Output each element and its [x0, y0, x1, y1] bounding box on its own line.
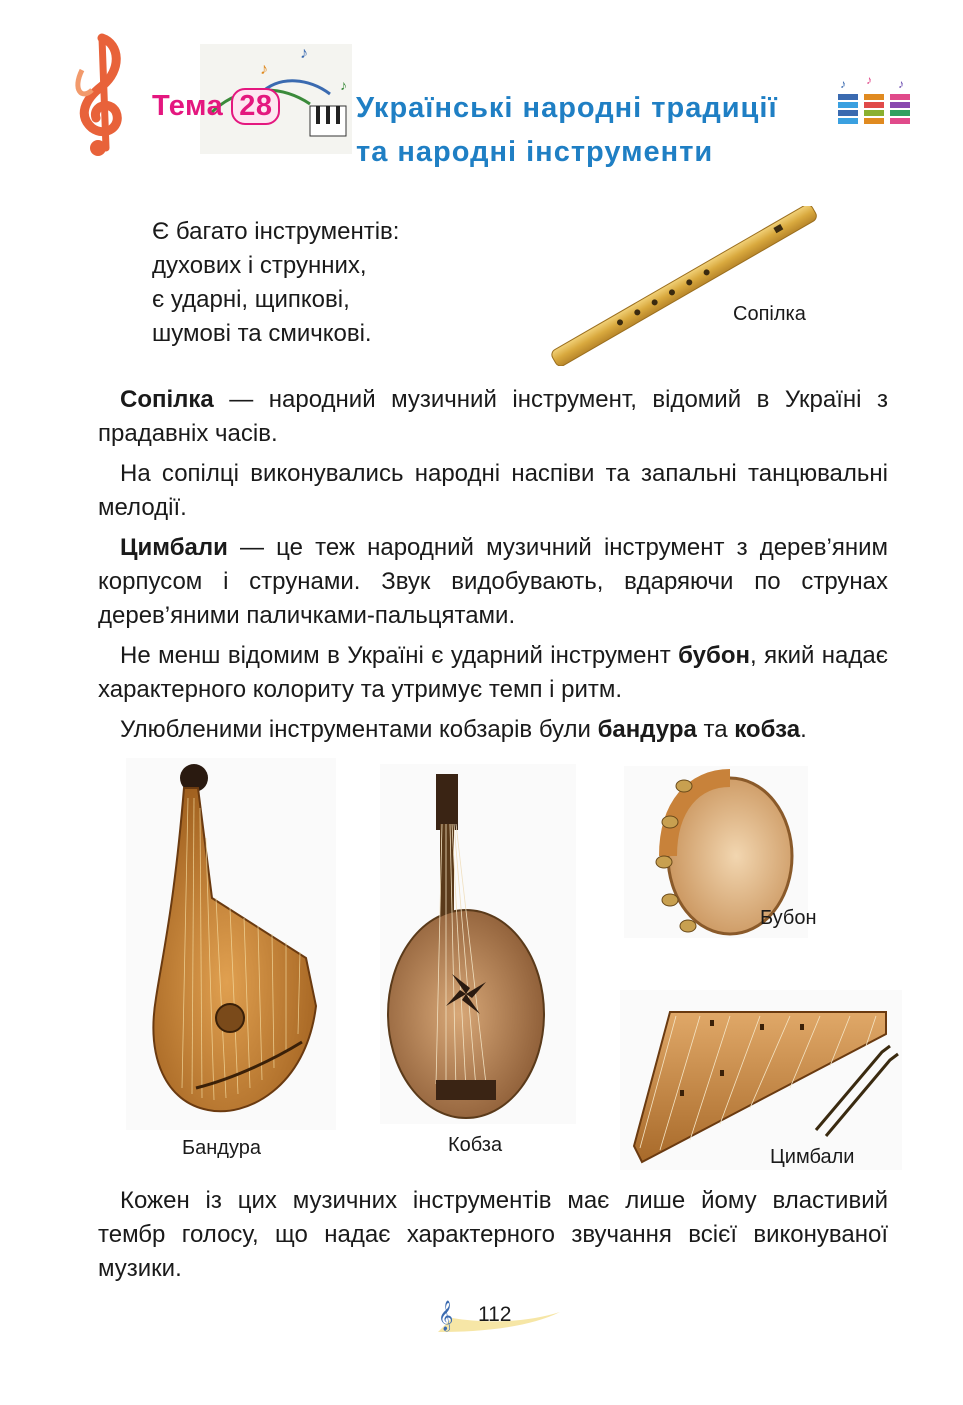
caption-bandura: Бандура — [182, 1137, 261, 1159]
term-tsymbaly: Цимбали — [120, 534, 228, 561]
paragraph-text: — народний музичний інструмент, відомий в Україні з прадавніх часів. — [98, 386, 888, 447]
term-bandura: бандура — [597, 716, 697, 743]
caption-kobza: Кобза — [448, 1134, 503, 1156]
paragraph-text: , який надає характерного колориту та утримує темп і ритм. — [98, 642, 888, 703]
sopilka-image — [540, 206, 822, 366]
paragraph-bubon — [98, 639, 888, 707]
paragraph-text: — це теж народний музичний інструмент з дерев’яним корпусом і струнами. Звук видобувають, вдаряючи по струнах дерев’яними паличками-пальцятами. — [98, 534, 888, 629]
kobza-image — [380, 764, 576, 1124]
svg-text:♪: ♪ — [340, 77, 347, 93]
paragraph-text: Улюбленими інструментами кобзарів були — [120, 716, 598, 743]
page-title-line2: та народні інструменти — [356, 136, 714, 168]
paragraph-tsymbaly — [98, 531, 888, 633]
poem-line: є ударні, щипкові, — [152, 286, 350, 313]
paragraph-text: . — [800, 716, 807, 743]
treble-clef-icon — [62, 30, 140, 160]
closing-text — [98, 1184, 888, 1286]
paragraph-sopilka-melodies: На сопілці виконувались народні наспіви та запальні танцювальні мелодії. — [98, 460, 888, 521]
intro-poem — [152, 215, 399, 351]
paragraph-sopilka — [98, 383, 888, 451]
svg-text:♪: ♪ — [898, 77, 904, 91]
paragraph-text: та — [696, 716, 735, 743]
svg-text:♪: ♪ — [260, 61, 268, 78]
topic-label — [152, 88, 280, 125]
page-number: 112 — [478, 1303, 512, 1326]
paragraph-closing: Кожен із цих музичних інструментів має лише йому властивий тембр голосу, що надає характерного звучання всієї виконуваної музики. — [98, 1187, 888, 1282]
term-sopilka: Сопілка — [120, 386, 214, 413]
poem-line: Є багато інструментів: — [152, 218, 400, 245]
bandura-image — [126, 758, 336, 1130]
caption-sopilka: Сопілка — [733, 303, 806, 325]
term-kobza: кобза — [734, 716, 801, 743]
page-title-line1: Українські народні традиції — [356, 92, 778, 124]
tsymbaly-image — [620, 990, 902, 1170]
topic-word: Тема — [152, 90, 224, 122]
caption-tsymbaly: Цимбали — [770, 1146, 855, 1168]
svg-text:♪: ♪ — [300, 45, 308, 62]
topic-number: 28 — [231, 88, 280, 125]
svg-text:♪: ♪ — [840, 77, 846, 91]
term-bubon: бубон — [678, 642, 751, 669]
paragraph-kobzars — [98, 713, 888, 747]
poem-line: шумові та смичкові. — [152, 320, 372, 347]
body-text — [98, 383, 888, 747]
caption-bubon: Бубон — [760, 907, 817, 929]
svg-text:𝄞: 𝄞 — [438, 1300, 454, 1330]
paragraph-text: Не менш відомим в Україні є ударний інструмент — [120, 642, 679, 669]
svg-text:♪: ♪ — [866, 74, 872, 87]
poem-line: духових і струнних, — [152, 252, 367, 279]
music-bars-icon — [836, 74, 916, 130]
